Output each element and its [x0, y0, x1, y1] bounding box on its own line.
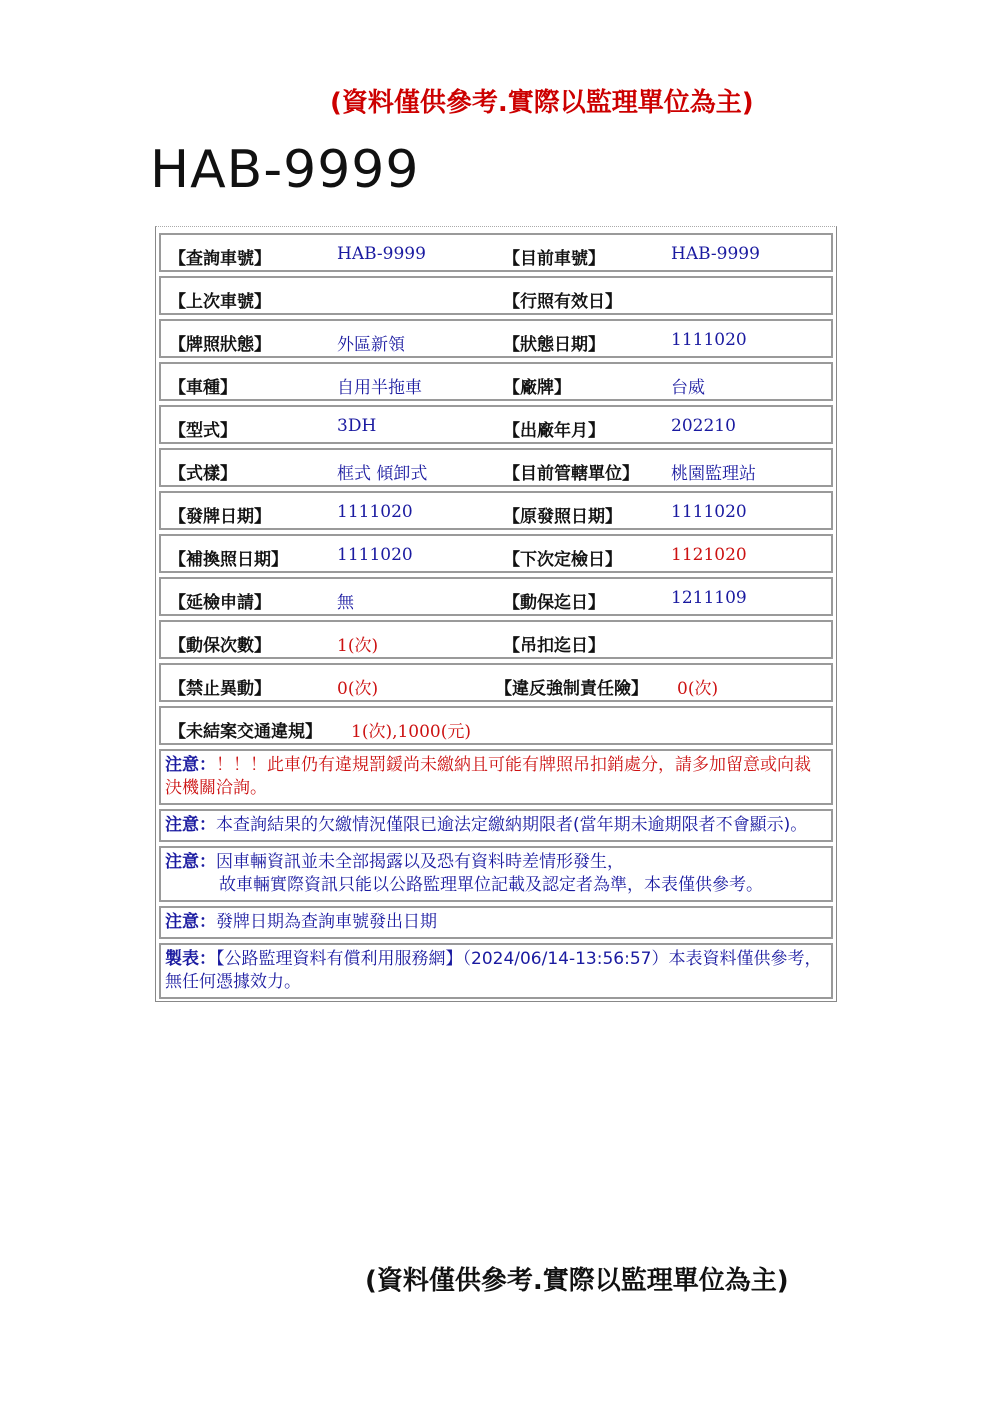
- value-insurance-violation: 0(次): [677, 679, 719, 699]
- label-unsettled-violations: 【未結案交通違規】: [169, 722, 322, 742]
- label-transfer-prohibited: 【禁止異動】: [169, 679, 271, 699]
- label-vehicle-type: 【車種】: [169, 378, 237, 398]
- note-fines-text: ！！！此車仍有違規罰鍰尚未繳納且可能有牌照吊扣銷處分，請多加留意或向裁決機關洽詢。: [165, 755, 811, 798]
- value-issue-date: 1111020: [337, 502, 413, 522]
- footer-text: 【公路監理資料有償利用服務網】（2024/06/14-13:56:57）本表資料僅供參考，無任何憑據效力。: [165, 949, 822, 992]
- table-row: [159, 534, 833, 573]
- table-row: [159, 233, 833, 272]
- label-style: 【式樣】: [169, 464, 237, 484]
- table-row: [159, 405, 833, 444]
- table-row: [159, 577, 833, 616]
- value-original-license-date: 1111020: [671, 502, 747, 522]
- table-row: [159, 319, 833, 358]
- label-insurance-violation: 【違反強制責任險】: [495, 679, 648, 699]
- value-next-inspection-date: 1121020: [671, 545, 747, 565]
- label-query-plate: 【查詢車號】: [169, 249, 271, 269]
- label-current-plate: 【目前車號】: [503, 249, 605, 269]
- label-original-license-date: 【原發照日期】: [503, 507, 622, 527]
- value-model: 3DH: [337, 416, 377, 436]
- table-row: [159, 620, 833, 659]
- note-disclosure-line1: 因車輛資訊並未全部揭露以及恐有資料時差情形發生，: [216, 852, 624, 872]
- note-issue-date-text: 發牌日期為查詢車號發出日期: [216, 912, 437, 932]
- value-inspection-extension: 無: [337, 593, 354, 613]
- label-next-inspection-date: 【下次定檢日】: [503, 550, 622, 570]
- disclaimer-bottom: (資料僅供參考.實際以監理單位為主): [365, 1266, 789, 1296]
- note-label: 注意：: [165, 912, 216, 932]
- table-row: [159, 362, 833, 401]
- label-suspension-end-date: 【吊扣迄日】: [503, 636, 605, 656]
- note-disclosure-line2: 故車輛實際資訊只能以公路監理單位記載及認定者為準，本表僅供參考。: [219, 875, 763, 895]
- value-collateral-count: 1(次): [337, 636, 379, 656]
- value-transfer-prohibited: 0(次): [337, 679, 379, 699]
- note-data-disclosure: [159, 846, 833, 902]
- table-row: [159, 276, 833, 315]
- footer-label: 製表：: [165, 949, 216, 969]
- value-manufacture-date: 202210: [671, 416, 736, 436]
- note-fines: [159, 749, 833, 805]
- value-query-plate: HAB-9999: [337, 244, 426, 264]
- label-model: 【型式】: [169, 421, 237, 441]
- label-collateral-count: 【動保次數】: [169, 636, 271, 656]
- table-row: [159, 448, 833, 487]
- label-previous-plate: 【上次車號】: [169, 292, 271, 312]
- note-label: 注意：: [165, 815, 216, 835]
- value-brand: 台威: [671, 378, 705, 398]
- value-unsettled-violations: 1(次),1000(元): [351, 722, 472, 742]
- value-reissue-date: 1111020: [337, 545, 413, 565]
- note-overdue-text: 本查詢結果的欠繳情況僅限已逾法定繳納期限者(當年期未逾期限者不會顯示)。: [216, 815, 808, 835]
- note-overdue: [159, 809, 833, 842]
- value-style: 框式 傾卸式: [337, 464, 428, 484]
- label-jurisdiction: 【目前管轄單位】: [503, 464, 639, 484]
- value-vehicle-type: 自用半拖車: [337, 378, 422, 398]
- label-status-date: 【狀態日期】: [503, 335, 605, 355]
- label-plate-status: 【牌照狀態】: [169, 335, 271, 355]
- label-brand: 【廠牌】: [503, 378, 571, 398]
- value-plate-status: 外區新領: [337, 335, 405, 355]
- label-manufacture-date: 【出廠年月】: [503, 421, 605, 441]
- report-footer: [159, 943, 833, 999]
- note-issue-date: [159, 906, 833, 939]
- value-current-plate: HAB-9999: [671, 244, 760, 264]
- table-row: [159, 491, 833, 530]
- label-collateral-end-date: 【動保迄日】: [503, 593, 605, 613]
- disclaimer-top: (資料僅供參考.實際以監理單位為主): [330, 88, 754, 118]
- label-inspection-extension: 【延檢申請】: [169, 593, 271, 613]
- note-label: 注意：: [165, 755, 216, 775]
- value-collateral-end-date: 1211109: [671, 588, 747, 608]
- value-status-date: 1111020: [671, 330, 747, 350]
- value-jurisdiction: 桃園監理站: [671, 464, 756, 484]
- vehicle-report-table: [155, 226, 837, 1002]
- label-issue-date: 【發牌日期】: [169, 507, 271, 527]
- table-row: [159, 663, 833, 702]
- table-row: [159, 706, 833, 745]
- plate-title: HAB-9999: [150, 140, 420, 200]
- note-label: 注意：: [165, 852, 216, 872]
- label-reissue-date: 【補換照日期】: [169, 550, 288, 570]
- label-license-valid-date: 【行照有效日】: [503, 292, 622, 312]
